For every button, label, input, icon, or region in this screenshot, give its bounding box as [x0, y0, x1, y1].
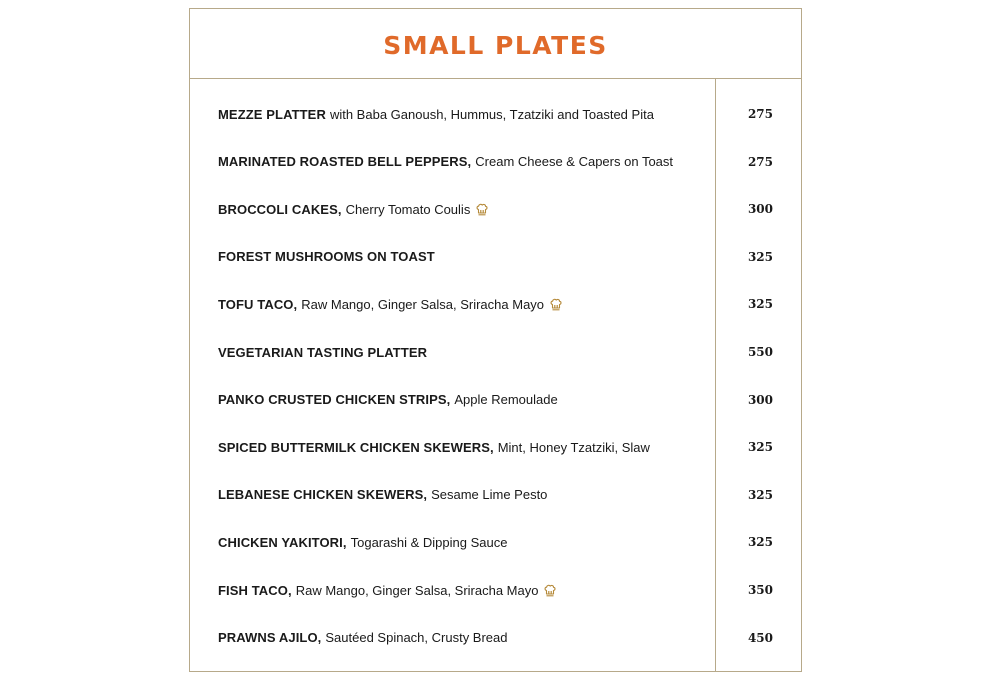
- menu-item-price: 325: [747, 535, 773, 550]
- menu-item-name: LEBANESE CHICKEN SKEWERS,: [218, 487, 428, 503]
- menu-item: [190, 435, 801, 459]
- menu-item-price: 350: [747, 583, 773, 597]
- menu-item-price: 325: [747, 487, 773, 502]
- menu-item-detail: Sautéed Spinach, Crusty Bread: [325, 630, 508, 646]
- menu-item: [190, 626, 801, 650]
- menu-card: [189, 8, 802, 672]
- menu-item-description: [218, 630, 708, 645]
- menu-item-price: 550: [747, 345, 773, 359]
- menu-item-description: [218, 297, 708, 312]
- menu-item-detail: with Baba Ganoush, Hummus, Tzatziki and Toasted Pita: [329, 106, 654, 122]
- menu-item-description: [218, 345, 708, 360]
- menu-item-price: 300: [747, 202, 773, 217]
- menu-item-name: BROCCOLI CAKES,: [218, 201, 342, 217]
- menu-item-description: [218, 487, 708, 502]
- menu-item: [190, 245, 801, 269]
- menu-item: [190, 102, 801, 126]
- menu-item-price: 300: [747, 392, 773, 407]
- menu-item: [190, 530, 801, 554]
- menu-item-name: MARINATED ROASTED BELL PEPPERS,: [218, 154, 472, 170]
- menu-item-name: CHICKEN YAKITORI,: [218, 534, 347, 550]
- menu-item-price: 450: [747, 630, 773, 645]
- menu-item: [190, 197, 801, 221]
- menu-item-description: [218, 440, 708, 455]
- menu-body: [190, 79, 801, 671]
- chef-hat-icon: [476, 203, 488, 216]
- menu-item-price: 275: [747, 107, 773, 121]
- menu-item-detail: Togarashi & Dipping Sauce: [350, 534, 508, 550]
- menu-item-description: [218, 583, 708, 598]
- menu-item-name: FOREST MUSHROOMS ON TOAST: [218, 249, 435, 265]
- menu-item: [190, 150, 801, 174]
- menu-item: [190, 340, 801, 364]
- menu-item-detail: Raw Mango, Ginger Salsa, Sriracha Mayo: [295, 582, 539, 598]
- menu-item-price: 325: [747, 297, 773, 312]
- menu-item-name: PANKO CRUSTED CHICKEN STRIPS,: [218, 392, 451, 408]
- menu-item-description: [218, 154, 708, 169]
- menu-item-detail: Apple Remoulade: [454, 392, 558, 408]
- menu-item-description: [218, 107, 708, 122]
- menu-item-name: PRAWNS AJILO,: [218, 630, 322, 646]
- menu-item-description: [218, 202, 708, 217]
- menu-title: SMALL PLATES: [383, 31, 608, 60]
- menu-item: [190, 388, 801, 412]
- menu-item-name: VEGETARIAN TASTING PLATTER: [218, 344, 428, 360]
- menu-item-detail: Raw Mango, Ginger Salsa, Sriracha Mayo: [301, 296, 545, 312]
- menu-item-name: MEZZE PLATTER: [218, 106, 326, 122]
- menu-item: [190, 292, 801, 316]
- menu-item-detail: Sesame Lime Pesto: [431, 487, 548, 503]
- menu-item-detail: Cream Cheese & Capers on Toast: [475, 154, 674, 170]
- menu-item: [190, 483, 801, 507]
- menu-item-price: 275: [747, 154, 773, 169]
- menu-item-description: [218, 249, 708, 264]
- menu-item-detail: Cherry Tomato Coulis: [345, 201, 471, 217]
- menu-item-price: 325: [747, 249, 773, 264]
- menu-item: [190, 578, 801, 602]
- menu-item-name: FISH TACO,: [218, 582, 292, 598]
- chef-hat-icon: [550, 298, 562, 311]
- menu-item-name: SPICED BUTTERMILK CHICKEN SKEWERS,: [218, 439, 494, 455]
- menu-item-name: TOFU TACO,: [218, 296, 298, 312]
- chef-hat-icon: [544, 584, 556, 597]
- menu-header: [190, 9, 801, 79]
- menu-item-detail: Mint, Honey Tzatziki, Slaw: [497, 439, 650, 455]
- menu-item-price: 325: [747, 440, 773, 455]
- menu-item-description: [218, 535, 708, 550]
- menu-item-description: [218, 392, 708, 407]
